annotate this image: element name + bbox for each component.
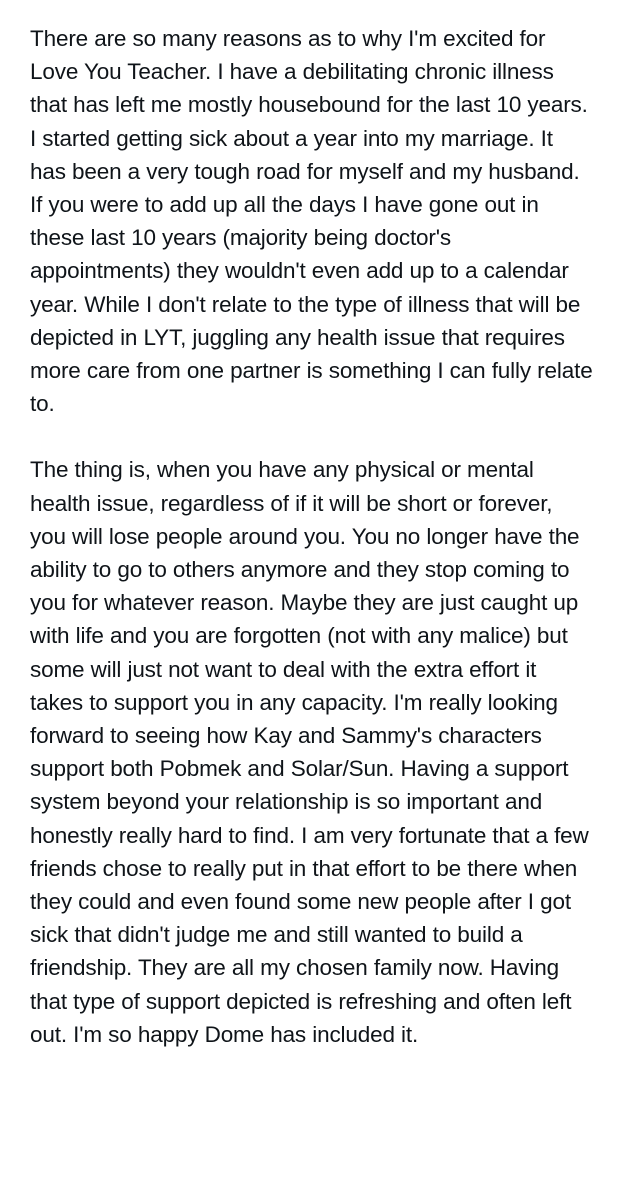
paragraph-2: The thing is, when you have any physical or mental health issue, regardless of if it will be short or forever, you will lose people around you. You no longer have the ability to go to others anymore and they stop coming to you for whatever reason. Maybe they are just caught up with life and you are forgotten (not with any malice) but some will just not want to deal with the extra effort it takes to support you in any capacity. I'm really looking forward to seeing how Kay and Sammy's characters support both Pobmek and Solar/Sun. Having a support system beyond your relationship is so important and honestly really hard to find. I am very fortunate that a few friends chose to really put in that effort to be there when they could and even found some new people after I got sick that didn't judge me and still wanted to build a friendship. They are all my chosen family now. Having that type of support depicted is refreshing and often left out. I'm so happy Dome has included it.	[30, 457, 589, 1047]
paragraph-1: There are so many reasons as to why I'm excited for Love You Teacher. I have a debilitating chronic illness that has left me mostly housebound for the last 10 years. I started getting sick about a year into my marriage. It has been a very tough road for myself and my husband. If you were to add up all the days I have gone out in these last 10 years (majority being doctor's appointments) they wouldn't even add up to a calendar year. While I don't relate to the type of illness that will be depicted in LYT, juggling any health issue that requires more care from one partner is something I can fully relate to.	[30, 26, 593, 417]
